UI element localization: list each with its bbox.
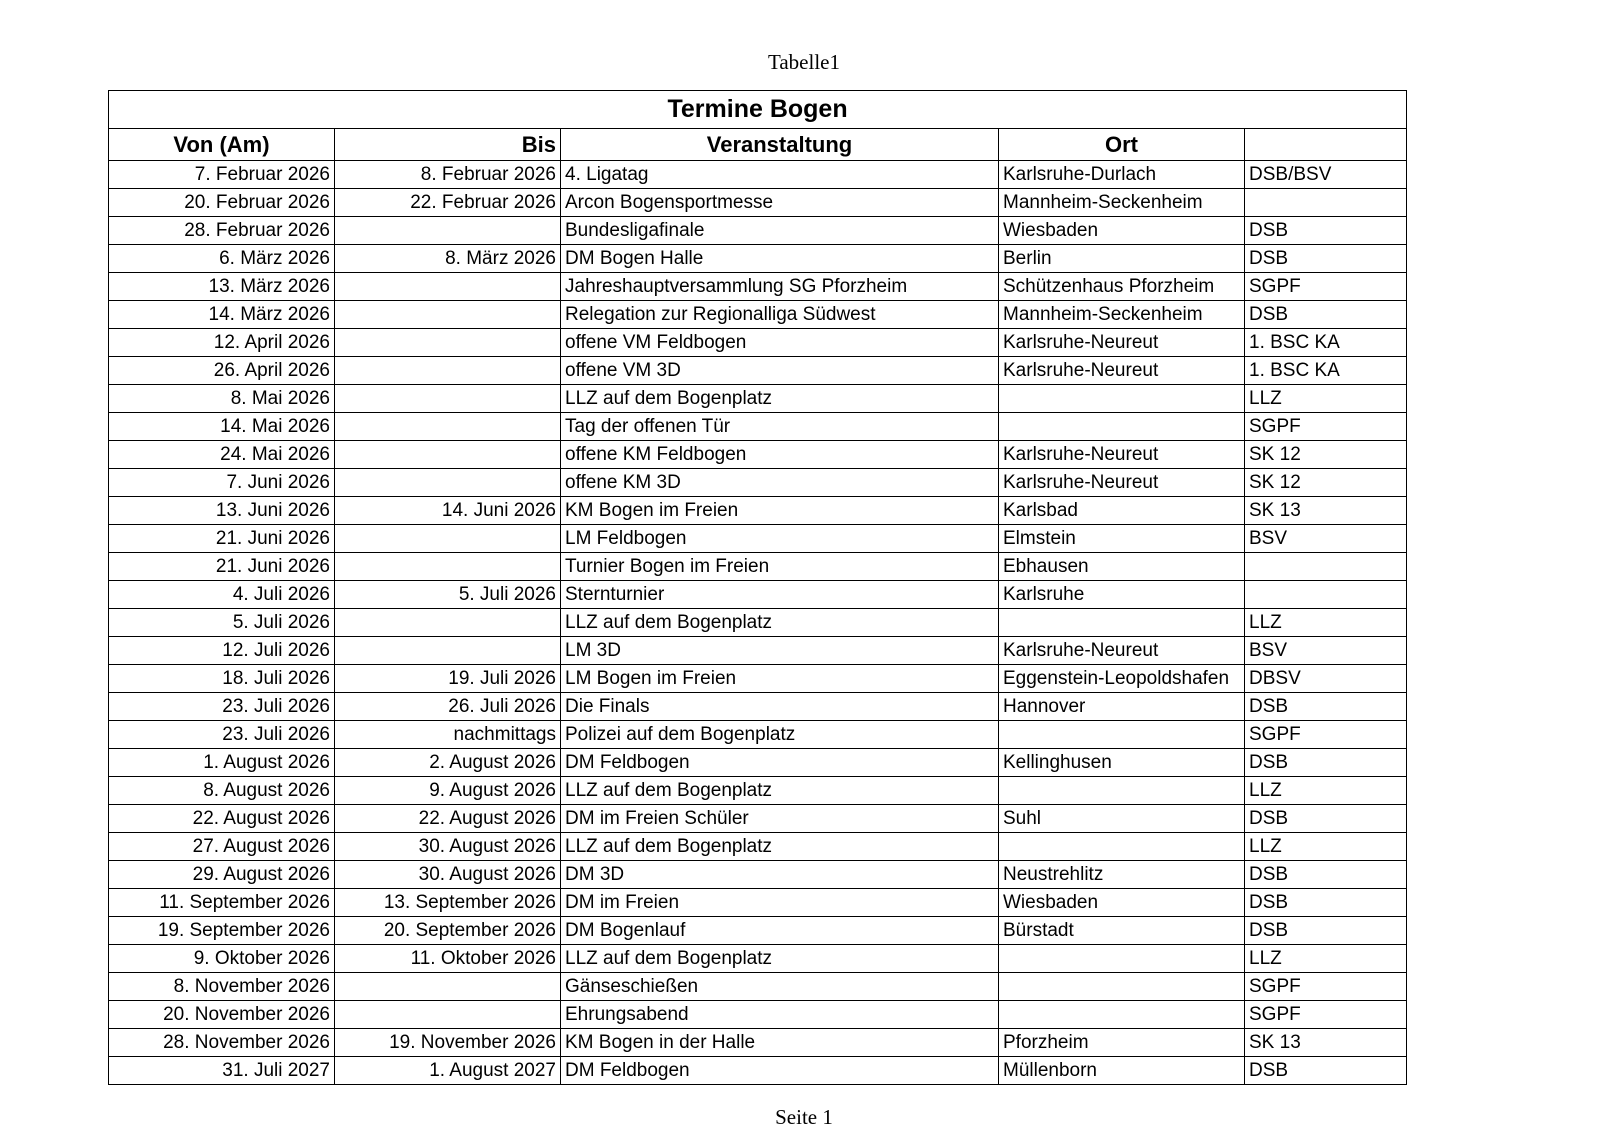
- cell-veranstaltung: LLZ auf dem Bogenplatz: [561, 945, 999, 973]
- cell-organizer: DSB: [1245, 805, 1407, 833]
- cell-veranstaltung: LLZ auf dem Bogenplatz: [561, 385, 999, 413]
- cell-bis: [335, 413, 561, 441]
- cell-veranstaltung: Bundesligafinale: [561, 217, 999, 245]
- cell-organizer: SGPF: [1245, 973, 1407, 1001]
- cell-von: 23. Juli 2026: [109, 693, 335, 721]
- cell-bis: [335, 217, 561, 245]
- cell-bis: [335, 973, 561, 1001]
- cell-veranstaltung: Turnier Bogen im Freien: [561, 553, 999, 581]
- cell-organizer: SGPF: [1245, 413, 1407, 441]
- cell-veranstaltung: LM 3D: [561, 637, 999, 665]
- cell-von: 4. Juli 2026: [109, 581, 335, 609]
- cell-organizer: LLZ: [1245, 945, 1407, 973]
- table-row: [109, 469, 1407, 497]
- cell-organizer: SGPF: [1245, 721, 1407, 749]
- cell-ort: Karlsruhe-Durlach: [999, 161, 1245, 189]
- table-row: [109, 833, 1407, 861]
- cell-organizer: DSB: [1245, 693, 1407, 721]
- table-row: [109, 665, 1407, 693]
- cell-bis: [335, 553, 561, 581]
- cell-ort: Karlsruhe-Neureut: [999, 637, 1245, 665]
- cell-ort: Karlsruhe-Neureut: [999, 441, 1245, 469]
- cell-organizer: [1245, 553, 1407, 581]
- cell-ort: Wiesbaden: [999, 889, 1245, 917]
- page-number: Seite 1: [775, 1105, 833, 1129]
- cell-veranstaltung: Ehrungsabend: [561, 1001, 999, 1029]
- cell-von: 20. Februar 2026: [109, 189, 335, 217]
- cell-bis: 8. Februar 2026: [335, 161, 561, 189]
- cell-bis: 22. August 2026: [335, 805, 561, 833]
- cell-bis: [335, 1001, 561, 1029]
- cell-veranstaltung: Arcon Bogensportmesse: [561, 189, 999, 217]
- cell-organizer: DSB: [1245, 245, 1407, 273]
- table-body: [109, 161, 1407, 1085]
- table-title: Termine Bogen: [109, 91, 1407, 129]
- cell-von: 8. Mai 2026: [109, 385, 335, 413]
- cell-organizer: SK 13: [1245, 497, 1407, 525]
- cell-organizer: DSB: [1245, 749, 1407, 777]
- cell-organizer: LLZ: [1245, 385, 1407, 413]
- cell-von: 28. November 2026: [109, 1029, 335, 1057]
- table-row: [109, 301, 1407, 329]
- cell-bis: 13. September 2026: [335, 889, 561, 917]
- cell-organizer: DSB: [1245, 1057, 1407, 1085]
- cell-von: 11. September 2026: [109, 889, 335, 917]
- table-row: [109, 441, 1407, 469]
- cell-von: 21. Juni 2026: [109, 553, 335, 581]
- cell-von: 5. Juli 2026: [109, 609, 335, 637]
- cell-organizer: LLZ: [1245, 833, 1407, 861]
- cell-bis: 19. Juli 2026: [335, 665, 561, 693]
- cell-organizer: SK 13: [1245, 1029, 1407, 1057]
- cell-organizer: DBSV: [1245, 665, 1407, 693]
- table-row: [109, 749, 1407, 777]
- cell-von: 31. Juli 2027: [109, 1057, 335, 1085]
- cell-organizer: BSV: [1245, 525, 1407, 553]
- table-row: [109, 945, 1407, 973]
- cell-veranstaltung: Sternturnier: [561, 581, 999, 609]
- cell-bis: [335, 525, 561, 553]
- table-row: [109, 161, 1407, 189]
- cell-bis: [335, 329, 561, 357]
- table-row: [109, 1057, 1407, 1085]
- cell-von: 13. März 2026: [109, 273, 335, 301]
- cell-veranstaltung: Die Finals: [561, 693, 999, 721]
- table-row: [109, 917, 1407, 945]
- cell-organizer: [1245, 189, 1407, 217]
- cell-veranstaltung: Relegation zur Regionalliga Südwest: [561, 301, 999, 329]
- cell-von: 18. Juli 2026: [109, 665, 335, 693]
- cell-veranstaltung: offene KM Feldbogen: [561, 441, 999, 469]
- cell-ort: Mannheim-Seckenheim: [999, 301, 1245, 329]
- cell-von: 6. März 2026: [109, 245, 335, 273]
- cell-von: 23. Juli 2026: [109, 721, 335, 749]
- cell-von: 1. August 2026: [109, 749, 335, 777]
- cell-bis: 26. Juli 2026: [335, 693, 561, 721]
- cell-veranstaltung: DM im Freien Schüler: [561, 805, 999, 833]
- table-row: [109, 1001, 1407, 1029]
- cell-bis: nachmittags: [335, 721, 561, 749]
- cell-von: 14. Mai 2026: [109, 413, 335, 441]
- cell-bis: 30. August 2026: [335, 833, 561, 861]
- cell-bis: [335, 273, 561, 301]
- cell-veranstaltung: LLZ auf dem Bogenplatz: [561, 609, 999, 637]
- cell-organizer: BSV: [1245, 637, 1407, 665]
- cell-veranstaltung: LM Feldbogen: [561, 525, 999, 553]
- cell-bis: [335, 357, 561, 385]
- cell-bis: [335, 609, 561, 637]
- cell-ort: Hannover: [999, 693, 1245, 721]
- cell-ort: [999, 777, 1245, 805]
- cell-ort: Bürstadt: [999, 917, 1245, 945]
- cell-von: 24. Mai 2026: [109, 441, 335, 469]
- table-row: [109, 973, 1407, 1001]
- cell-organizer: DSB: [1245, 889, 1407, 917]
- cell-bis: 20. September 2026: [335, 917, 561, 945]
- cell-ort: [999, 413, 1245, 441]
- table-row: [109, 553, 1407, 581]
- cell-von: 12. April 2026: [109, 329, 335, 357]
- cell-ort: Mannheim-Seckenheim: [999, 189, 1245, 217]
- cell-organizer: 1. BSC KA: [1245, 357, 1407, 385]
- cell-organizer: DSB: [1245, 861, 1407, 889]
- cell-ort: Karlsruhe-Neureut: [999, 469, 1245, 497]
- cell-veranstaltung: DM Bogenlauf: [561, 917, 999, 945]
- column-header-ort: Ort: [999, 129, 1245, 161]
- table-row: [109, 273, 1407, 301]
- cell-organizer: 1. BSC KA: [1245, 329, 1407, 357]
- sheet-name: Tabelle1: [768, 50, 840, 74]
- cell-ort: Müllenborn: [999, 1057, 1245, 1085]
- cell-ort: [999, 945, 1245, 973]
- table-row: [109, 245, 1407, 273]
- cell-von: 26. April 2026: [109, 357, 335, 385]
- cell-ort: Elmstein: [999, 525, 1245, 553]
- cell-bis: 19. November 2026: [335, 1029, 561, 1057]
- column-header-organizer: [1245, 129, 1407, 161]
- cell-von: 28. Februar 2026: [109, 217, 335, 245]
- cell-bis: 5. Juli 2026: [335, 581, 561, 609]
- cell-veranstaltung: DM Bogen Halle: [561, 245, 999, 273]
- cell-veranstaltung: offene KM 3D: [561, 469, 999, 497]
- cell-veranstaltung: offene VM 3D: [561, 357, 999, 385]
- table-row: [109, 693, 1407, 721]
- cell-ort: [999, 721, 1245, 749]
- cell-organizer: SGPF: [1245, 273, 1407, 301]
- cell-ort: [999, 973, 1245, 1001]
- cell-von: 13. Juni 2026: [109, 497, 335, 525]
- table-title-row: [109, 91, 1407, 129]
- table-row: [109, 1029, 1407, 1057]
- cell-von: 19. September 2026: [109, 917, 335, 945]
- table-row: [109, 581, 1407, 609]
- cell-ort: [999, 609, 1245, 637]
- cell-organizer: SGPF: [1245, 1001, 1407, 1029]
- cell-veranstaltung: 4. Ligatag: [561, 161, 999, 189]
- cell-veranstaltung: LM Bogen im Freien: [561, 665, 999, 693]
- cell-bis: 11. Oktober 2026: [335, 945, 561, 973]
- cell-veranstaltung: DM Feldbogen: [561, 749, 999, 777]
- cell-veranstaltung: DM 3D: [561, 861, 999, 889]
- cell-ort: Schützenhaus Pforzheim: [999, 273, 1245, 301]
- cell-ort: Wiesbaden: [999, 217, 1245, 245]
- cell-von: 9. Oktober 2026: [109, 945, 335, 973]
- cell-von: 8. August 2026: [109, 777, 335, 805]
- column-header-bis: Bis: [335, 129, 561, 161]
- table-row: [109, 497, 1407, 525]
- cell-organizer: DSB/BSV: [1245, 161, 1407, 189]
- cell-veranstaltung: Jahreshauptversammlung SG Pforzheim: [561, 273, 999, 301]
- table-row: [109, 609, 1407, 637]
- cell-von: 7. Juni 2026: [109, 469, 335, 497]
- cell-ort: Karlsruhe: [999, 581, 1245, 609]
- table-row: [109, 217, 1407, 245]
- cell-organizer: DSB: [1245, 217, 1407, 245]
- cell-veranstaltung: Tag der offenen Tür: [561, 413, 999, 441]
- cell-von: 22. August 2026: [109, 805, 335, 833]
- cell-bis: 22. Februar 2026: [335, 189, 561, 217]
- cell-von: 27. August 2026: [109, 833, 335, 861]
- table-row: [109, 721, 1407, 749]
- cell-bis: 14. Juni 2026: [335, 497, 561, 525]
- cell-bis: 8. März 2026: [335, 245, 561, 273]
- cell-organizer: DSB: [1245, 917, 1407, 945]
- table-row: [109, 525, 1407, 553]
- cell-ort: [999, 833, 1245, 861]
- cell-ort: Suhl: [999, 805, 1245, 833]
- cell-organizer: SK 12: [1245, 469, 1407, 497]
- cell-organizer: LLZ: [1245, 777, 1407, 805]
- cell-ort: Karlsbad: [999, 497, 1245, 525]
- cell-veranstaltung: offene VM Feldbogen: [561, 329, 999, 357]
- cell-veranstaltung: KM Bogen im Freien: [561, 497, 999, 525]
- cell-von: 12. Juli 2026: [109, 637, 335, 665]
- table-row: [109, 357, 1407, 385]
- cell-von: 7. Februar 2026: [109, 161, 335, 189]
- cell-ort: Karlsruhe-Neureut: [999, 357, 1245, 385]
- cell-von: 14. März 2026: [109, 301, 335, 329]
- cell-veranstaltung: LLZ auf dem Bogenplatz: [561, 833, 999, 861]
- cell-veranstaltung: Polizei auf dem Bogenplatz: [561, 721, 999, 749]
- cell-bis: 30. August 2026: [335, 861, 561, 889]
- events-table: [108, 90, 1407, 1085]
- table-row: [109, 413, 1407, 441]
- cell-von: 21. Juni 2026: [109, 525, 335, 553]
- table-row: [109, 637, 1407, 665]
- cell-ort: Eggenstein-Leopoldshafen: [999, 665, 1245, 693]
- cell-veranstaltung: LLZ auf dem Bogenplatz: [561, 777, 999, 805]
- cell-organizer: DSB: [1245, 301, 1407, 329]
- cell-von: 8. November 2026: [109, 973, 335, 1001]
- cell-ort: [999, 385, 1245, 413]
- table-row: [109, 329, 1407, 357]
- column-header-von: Von (Am): [109, 129, 335, 161]
- table-row: [109, 889, 1407, 917]
- cell-bis: [335, 301, 561, 329]
- cell-bis: [335, 469, 561, 497]
- cell-bis: 9. August 2026: [335, 777, 561, 805]
- cell-ort: Pforzheim: [999, 1029, 1245, 1057]
- cell-ort: Karlsruhe-Neureut: [999, 329, 1245, 357]
- cell-ort: Kellinghusen: [999, 749, 1245, 777]
- cell-organizer: [1245, 581, 1407, 609]
- cell-veranstaltung: Gänseschießen: [561, 973, 999, 1001]
- cell-ort: Neustrehlitz: [999, 861, 1245, 889]
- table-row: [109, 777, 1407, 805]
- cell-bis: [335, 637, 561, 665]
- table-row: [109, 805, 1407, 833]
- cell-von: 29. August 2026: [109, 861, 335, 889]
- cell-ort: [999, 1001, 1245, 1029]
- cell-ort: Berlin: [999, 245, 1245, 273]
- table-row: [109, 385, 1407, 413]
- table-row: [109, 189, 1407, 217]
- cell-bis: [335, 441, 561, 469]
- table-row: [109, 861, 1407, 889]
- cell-bis: 2. August 2026: [335, 749, 561, 777]
- cell-organizer: SK 12: [1245, 441, 1407, 469]
- cell-bis: [335, 385, 561, 413]
- cell-veranstaltung: DM Feldbogen: [561, 1057, 999, 1085]
- cell-veranstaltung: KM Bogen in der Halle: [561, 1029, 999, 1057]
- column-header-row: [109, 129, 1407, 161]
- cell-von: 20. November 2026: [109, 1001, 335, 1029]
- cell-bis: 1. August 2027: [335, 1057, 561, 1085]
- cell-veranstaltung: DM im Freien: [561, 889, 999, 917]
- cell-organizer: LLZ: [1245, 609, 1407, 637]
- cell-ort: Ebhausen: [999, 553, 1245, 581]
- column-header-veranstaltung: Veranstaltung: [561, 129, 999, 161]
